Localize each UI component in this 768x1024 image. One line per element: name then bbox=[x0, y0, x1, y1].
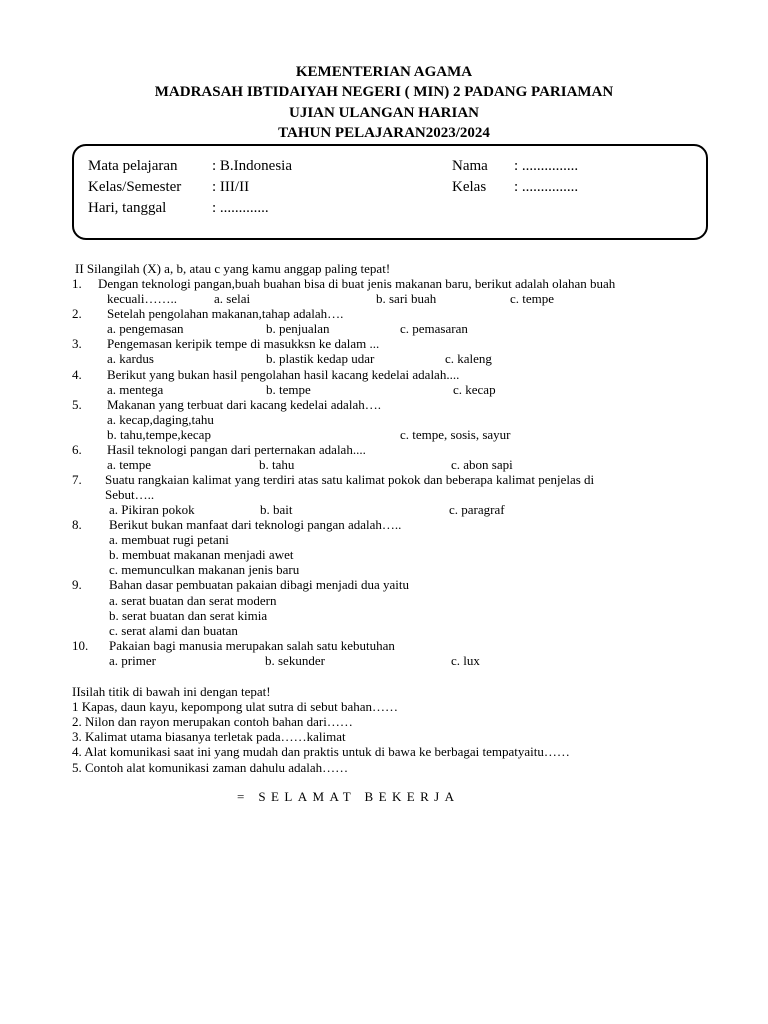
option-b: b. sari buah bbox=[376, 291, 437, 306]
option-b: b. tempe bbox=[266, 382, 311, 397]
option-b: b. plastik kedap udar bbox=[266, 351, 375, 366]
option-a: a. membuat rugi petani bbox=[109, 532, 229, 547]
question-continuation: Sebut….. bbox=[105, 487, 155, 502]
option-a: a. selai bbox=[214, 291, 251, 306]
question-number: 9. bbox=[72, 577, 82, 592]
option-b: b. membuat makanan menjadi awet bbox=[109, 547, 294, 562]
question-text: Berikut yang bukan hasil pengolahan hasil kacang kedelai adalah.... bbox=[107, 367, 460, 382]
question-text: Pakaian bagi manusia merupakan salah satu kebutuhan bbox=[109, 638, 395, 653]
question-text: Setelah pengolahan makanan,tahap adalah…. bbox=[107, 306, 344, 321]
question-text: Pengemasan keripik tempe di masukksn ke dalam ... bbox=[107, 336, 380, 351]
section2-title: IIsilah titik di bawah ini dengan tepat! bbox=[72, 684, 271, 699]
class-semester-label: Kelas/Semester bbox=[88, 179, 182, 195]
question-text: Suatu rangkaian kalimat yang terdiri atas satu kalimat pokok dan beberapa kalimat penjelas di bbox=[105, 472, 595, 487]
option-a: a. kecap,daging,tahu bbox=[107, 412, 214, 427]
subject-value: : B.Indonesia bbox=[212, 158, 292, 174]
option-c: c. memunculkan makanan jenis baru bbox=[109, 562, 300, 577]
question-number: 10. bbox=[72, 638, 89, 653]
option-a: a. primer bbox=[109, 653, 156, 668]
option-c: c. tempe, sosis, sayur bbox=[400, 427, 511, 442]
closing-message: = SELAMAT BEKERJA bbox=[237, 789, 460, 804]
class-value: : ............... bbox=[514, 179, 579, 195]
option-a: a. serat buatan dan serat modern bbox=[109, 593, 277, 608]
option-b: b. serat buatan dan serat kimia bbox=[109, 608, 268, 623]
date-value: : ............. bbox=[212, 200, 269, 216]
header-school: MADRASAH IBTIDAIYAH NEGERI ( MIN) 2 PADANG PARIAMAN bbox=[154, 84, 614, 100]
question-number: 7. bbox=[72, 472, 82, 487]
option-b: b. sekunder bbox=[265, 653, 325, 668]
header-ministry: KEMENTERIAN AGAMA bbox=[295, 64, 473, 80]
name-value: : ............... bbox=[514, 158, 579, 174]
date-label: Hari, tanggal bbox=[88, 200, 167, 216]
option-c: c. lux bbox=[451, 653, 480, 668]
option-b: b. penjualan bbox=[266, 321, 330, 336]
option-a: a. kardus bbox=[107, 351, 154, 366]
option-c: c. abon sapi bbox=[451, 457, 513, 472]
option-c: c. pemasaran bbox=[400, 321, 468, 336]
option-b: b. tahu,tempe,kecap bbox=[107, 427, 211, 442]
question-continuation: kecuali…….. bbox=[107, 291, 178, 306]
section1-title: II Silangilah (X) a, b, atau c yang kamu anggap paling tepat! bbox=[75, 261, 391, 276]
fill-in-item: 2. Nilon dan rayon merupakan contoh bahan dari…… bbox=[72, 714, 353, 729]
option-c: c. serat alami dan buatan bbox=[109, 623, 238, 638]
option-b: b. bait bbox=[260, 502, 293, 517]
question-number: 8. bbox=[72, 517, 82, 532]
option-c: c. paragraf bbox=[449, 502, 505, 517]
option-a: a. tempe bbox=[107, 457, 152, 472]
question-text: Berikut bukan manfaat dari teknologi pangan adalah….. bbox=[109, 517, 402, 532]
fill-in-item: 4. Alat komunikasi saat ini yang mudah dan praktis untuk di bawa ke berbagai tempatyaitu…… bbox=[72, 744, 570, 759]
fill-in-item: 3. Kalimat utama biasanya terletak pada……kalimat bbox=[72, 729, 346, 744]
option-a: a. mentega bbox=[107, 382, 164, 397]
question-number: 5. bbox=[72, 397, 82, 412]
name-label: Nama bbox=[452, 158, 488, 174]
subject-label: Mata pelajaran bbox=[88, 158, 178, 174]
fill-in-item: 1 Kapas, daun kayu, kepompong ulat sutra di sebut bahan…… bbox=[72, 699, 399, 714]
class-label: Kelas bbox=[452, 179, 487, 195]
question-text: Hasil teknologi pangan dari perternakan adalah.... bbox=[107, 442, 366, 457]
header-year: TAHUN PELAJARAN2023/2024 bbox=[278, 125, 490, 141]
option-c: c. tempe bbox=[510, 291, 555, 306]
question-number: 6. bbox=[72, 442, 82, 457]
class-semester-value: : III/II bbox=[212, 179, 250, 195]
question-number: 1. bbox=[72, 276, 82, 291]
question-text: Makanan yang terbuat dari kacang kedelai adalah…. bbox=[107, 397, 381, 412]
option-c: c. kaleng bbox=[445, 351, 492, 366]
question-number: 2. bbox=[72, 306, 82, 321]
header-exam: UJIAN ULANGAN HARIAN bbox=[288, 105, 479, 121]
question-number: 4. bbox=[72, 367, 82, 382]
question-number: 3. bbox=[72, 336, 82, 351]
option-b: b. tahu bbox=[259, 457, 295, 472]
option-c: c. kecap bbox=[453, 382, 496, 397]
option-a: a. Pikiran pokok bbox=[109, 502, 195, 517]
fill-in-item: 5. Contoh alat komunikasi zaman dahulu adalah…… bbox=[72, 760, 349, 775]
option-a: a. pengemasan bbox=[107, 321, 184, 336]
question-text: Dengan teknologi pangan,buah buahan bisa di buat jenis makanan baru, berikut adalah olahan buah bbox=[98, 276, 616, 291]
question-text: Bahan dasar pembuatan pakaian dibagi menjadi dua yaitu bbox=[109, 577, 409, 592]
